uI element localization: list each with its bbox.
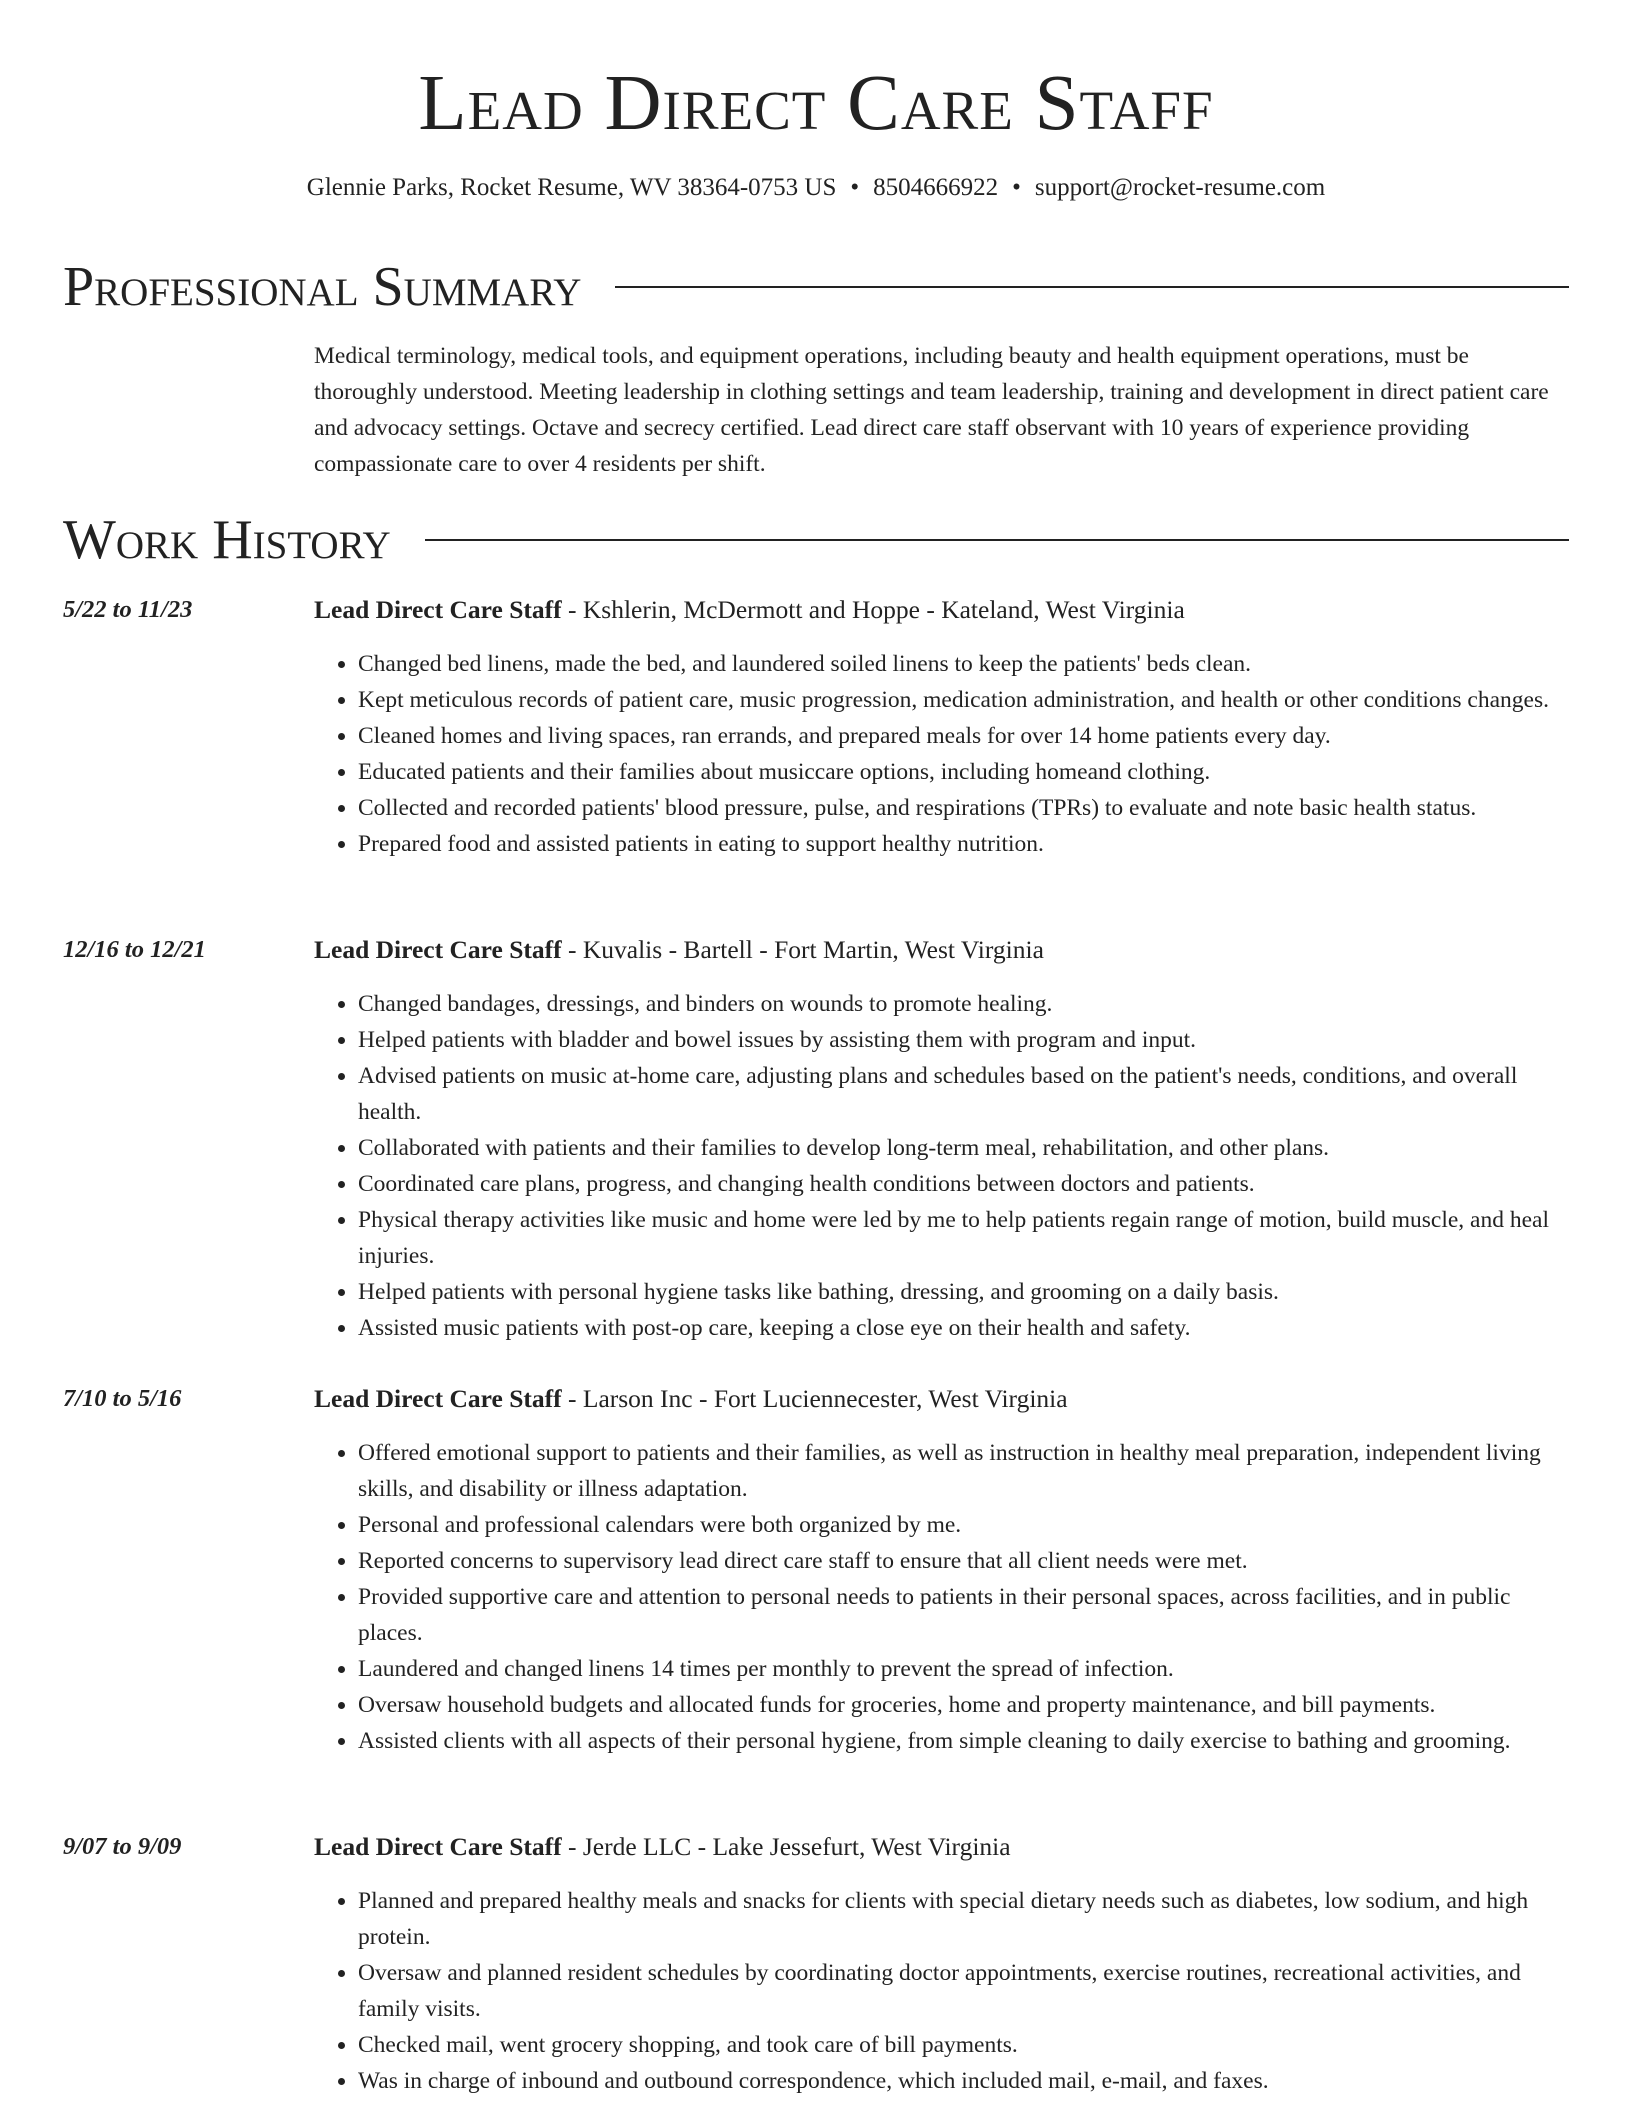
job-employer: - Kuvalis - Bartell - Fort Martin, West Virginia xyxy=(561,935,1044,964)
job-dates: 5/22 to 11/23 xyxy=(63,596,193,623)
job-bullets xyxy=(314,986,1569,1346)
job-bullet: • Assisted clients with all aspects of their personal hygiene, from simple cleaning to daily exercise to bathing and grooming. xyxy=(358,1723,1569,1759)
job-title-line xyxy=(314,1831,1569,1863)
job-bullet: • Advised patients on music at-home care, adjusting plans and schedules based on the patient's needs, conditions, and overall health. xyxy=(358,1058,1569,1130)
job-bullet: • Planned and prepared healthy meals and snacks for clients with special dietary needs such as diabetes, low sodium, and high protein. xyxy=(358,1883,1569,1955)
job-bullet: • Oversaw household budgets and allocated funds for groceries, home and property maintenance, and bill payments. xyxy=(358,1687,1569,1723)
job-bullet: • Changed bed linens, made the bed, and laundered soiled linens to keep the patients' beds clean. xyxy=(358,646,1569,682)
job-title-line xyxy=(314,1383,1569,1415)
contact-address: Glennie Parks, Rocket Resume, WV 38364-0753 US xyxy=(306,174,837,201)
job-employer: - Jerde LLC - Lake Jessefurt, West Virginia xyxy=(561,1832,1011,1861)
job-bullet: • Educated patients and their families about musiccare options, including homeand clothing. xyxy=(358,754,1569,790)
job-entry xyxy=(63,934,1569,1346)
job-bullet: • Was in charge of inbound and outbound correspondence, which included mail, e-mail, and faxes. xyxy=(358,2063,1569,2099)
work-history-heading: Work History xyxy=(63,509,391,571)
job-employer: - Larson Inc - Fort Luciennecester, West Virginia xyxy=(561,1384,1068,1413)
job-title-line xyxy=(314,934,1569,966)
job-bullet: • Coordinated care plans, progress, and changing health conditions between doctors and patients. xyxy=(358,1166,1569,1202)
job-entry xyxy=(63,1383,1569,1759)
contact-email: support@rocket-resume.com xyxy=(1034,174,1326,201)
job-title: Lead Direct Care Staff xyxy=(314,595,562,624)
job-bullet: • Oversaw and planned resident schedules by coordinating doctor appointments, exercise routines, recreational activities, and family visits. xyxy=(358,1955,1569,2027)
contact-separator: • xyxy=(850,174,860,201)
summary-paragraph: Medical terminology, medical tools, and equipment operations, including beauty and health equipment operations, must be thoroughly understood. Meeting leadership in clothing settings and team leadership, training and development in direct patient care and advocacy settings. Octave and secrecy certified. Lead direct care staff observant with 10 years of experience providing compassionate care to over 4 residents per shift. xyxy=(314,343,1549,477)
contact-phone: 8504666922 xyxy=(873,174,999,201)
job-bullet: • Kept meticulous records of patient care, music progression, medication administration, and health or other conditions changes. xyxy=(358,682,1569,718)
job-bullet: • Personal and professional calendars were both organized by me. xyxy=(358,1507,1569,1543)
job-bullet: • Helped patients with bladder and bowel issues by assisting them with program and input. xyxy=(358,1022,1569,1058)
job-bullet: • Offered emotional support to patients and their families, as well as instruction in healthy meal preparation, independent living skills, and disability or illness adaptation. xyxy=(358,1435,1569,1507)
summary-section-header xyxy=(63,255,1569,319)
contact-separator: • xyxy=(1012,174,1021,201)
resume-title: Lead Direct Care Staff xyxy=(418,60,1214,147)
job-bullet: • Collaborated with patients and their families to develop long-term meal, rehabilitation, and other plans. xyxy=(358,1130,1569,1166)
job-bullet: • Prepared food and assisted patients in eating to support healthy nutrition. xyxy=(358,826,1569,862)
job-bullet: • Reported concerns to supervisory lead direct care staff to ensure that all client needs were met. xyxy=(358,1543,1569,1579)
job-dates: 9/07 to 9/09 xyxy=(63,1833,182,1860)
job-bullet: • Checked mail, went grocery shopping, and took care of bill payments. xyxy=(358,2027,1569,2063)
job-employer: - Kshlerin, McDermott and Hoppe - Kateland, West Virginia xyxy=(561,595,1185,624)
work-history-section-header xyxy=(63,508,1569,572)
job-bullet: • Assisted music patients with post-op care, keeping a close eye on their health and safety. xyxy=(358,1310,1569,1346)
job-dates: 7/10 to 5/16 xyxy=(63,1385,182,1412)
contact-line xyxy=(0,172,1632,204)
job-entry xyxy=(63,594,1569,862)
summary-heading: Professional Summary xyxy=(63,256,582,318)
job-bullets xyxy=(314,1883,1569,2099)
job-bullet: • Cleaned homes and living spaces, ran errands, and prepared meals for over 14 home patients every day. xyxy=(358,718,1569,754)
job-entry xyxy=(63,1831,1569,2099)
job-bullets xyxy=(314,1435,1569,1759)
job-bullets xyxy=(314,646,1569,862)
job-title: Lead Direct Care Staff xyxy=(314,935,562,964)
job-title-line xyxy=(314,594,1569,626)
section-divider xyxy=(425,539,1569,541)
job-title: Lead Direct Care Staff xyxy=(314,1384,562,1413)
job-bullet: • Physical therapy activities like music and home were led by me to help patients regain range of motion, build muscle, and heal injuries. xyxy=(358,1202,1569,1274)
job-bullet: • Helped patients with personal hygiene tasks like bathing, dressing, and grooming on a daily basis. xyxy=(358,1274,1569,1310)
section-divider xyxy=(615,286,1569,288)
job-bullet: • Collected and recorded patients' blood pressure, pulse, and respirations (TPRs) to evaluate and note basic health status. xyxy=(358,790,1569,826)
job-bullet: • Laundered and changed linens 14 times per monthly to prevent the spread of infection. xyxy=(358,1651,1569,1687)
job-dates: 12/16 to 12/21 xyxy=(63,936,206,963)
job-bullet: • Changed bandages, dressings, and binders on wounds to promote healing. xyxy=(358,986,1569,1022)
job-title: Lead Direct Care Staff xyxy=(314,1832,562,1861)
job-bullet: • Provided supportive care and attention to personal needs to patients in their personal spaces, across facilities, and in public places. xyxy=(358,1579,1569,1651)
